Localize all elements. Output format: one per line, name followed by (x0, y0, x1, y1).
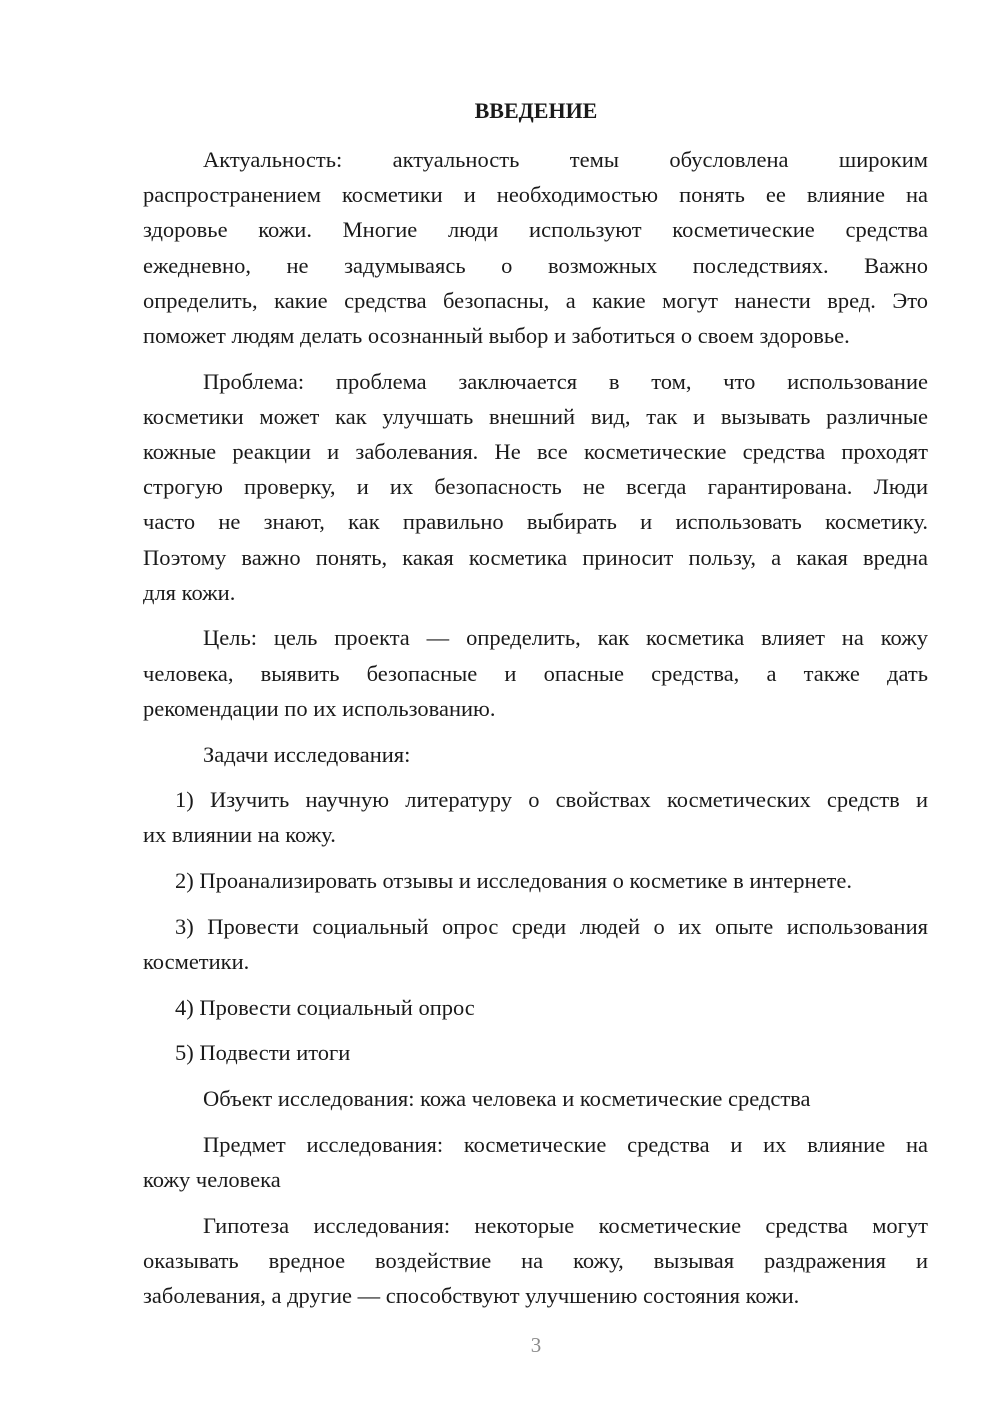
text-line: Предмет исследования: косметические средства и их влияние на (203, 1131, 928, 1157)
text-line: кожу человека (143, 1166, 281, 1192)
text-line: 3) Провести социальный опрос среди людей о их опыте использования (175, 913, 928, 939)
text-line: рекомендации по их использованию. (143, 695, 496, 721)
text-line: Объект исследования: кожа человека и косметические средства (203, 1086, 811, 1111)
text-line: 2) Проанализировать отзывы и исследования о косметике в интернете. (175, 868, 852, 894)
paragraph (143, 620, 928, 726)
paragraph (143, 1035, 928, 1070)
text-line: для кожи. (143, 579, 236, 605)
paragraph (143, 863, 928, 898)
text-line: их влиянии на кожу. (143, 822, 336, 848)
paragraph (143, 737, 928, 772)
text-line: Гипотеза исследования: некоторые косметические средства могут (203, 1212, 928, 1238)
text-line: часто не знают, как правильно выбирать и использовать косметику. (143, 509, 928, 535)
text-line: Цель: цель проекта — определить, как косметика влияет на кожу (203, 625, 928, 651)
text-line: 1) Изучить научную литературу о свойствах косметических средств и (175, 787, 928, 813)
text-line: здоровье кожи. Многие люди используют косметические средства (143, 217, 928, 243)
document-body (143, 142, 928, 1324)
text-line: кожные реакции и заболевания. Не все косметические средства проходят (143, 439, 928, 464)
text-line: косметики может как улучшать внешний вид, так и вызывать различные (143, 403, 928, 429)
text-line: заболевания, а другие — способствуют улучшению состояния кожи. (143, 1282, 800, 1308)
text-line: человека, выявить безопасные и опасные средства, а также дать (143, 660, 928, 686)
text-line: строгую проверку, и их безопасность не всегда гарантирована. Люди (143, 474, 928, 500)
paragraph (143, 1081, 928, 1116)
paragraph (143, 1127, 928, 1197)
paragraph (143, 782, 928, 852)
text-line: оказывать вредное воздействие на кожу, вызывая раздражения и (143, 1247, 928, 1273)
paragraph (143, 909, 928, 979)
paragraph (143, 990, 928, 1025)
text-line: Поэтому важно понять, какая косметика приносит пользу, а какая вредна (143, 544, 928, 570)
text-line: Актуальность: актуальность темы обусловлена широким (203, 147, 928, 172)
page-number: 3 (530, 1333, 542, 1357)
page-title: ВВЕДЕНИЕ (474, 98, 598, 123)
paragraph (143, 142, 928, 353)
paragraph (143, 1208, 928, 1314)
text-line: ежедневно, не задумываясь о возможных последствиях. Важно (143, 252, 928, 278)
text-line: 4) Провести социальный опрос (175, 994, 475, 1020)
text-line: распространением косметики и необходимостью понять ее влияние на (143, 182, 928, 208)
text-line: косметики. (143, 948, 250, 974)
text-line: Проблема: проблема заключается в том, что использование (203, 368, 928, 394)
text-line: определить, какие средства безопасны, а какие могут нанести вред. Это (143, 287, 928, 313)
paragraph (143, 364, 928, 610)
text-line: Задачи исследования: (203, 741, 411, 767)
text-line: поможет людям делать осознанный выбор и заботиться о своем здоровье. (143, 322, 850, 348)
text-line: 5) Подвести итоги (175, 1040, 351, 1066)
